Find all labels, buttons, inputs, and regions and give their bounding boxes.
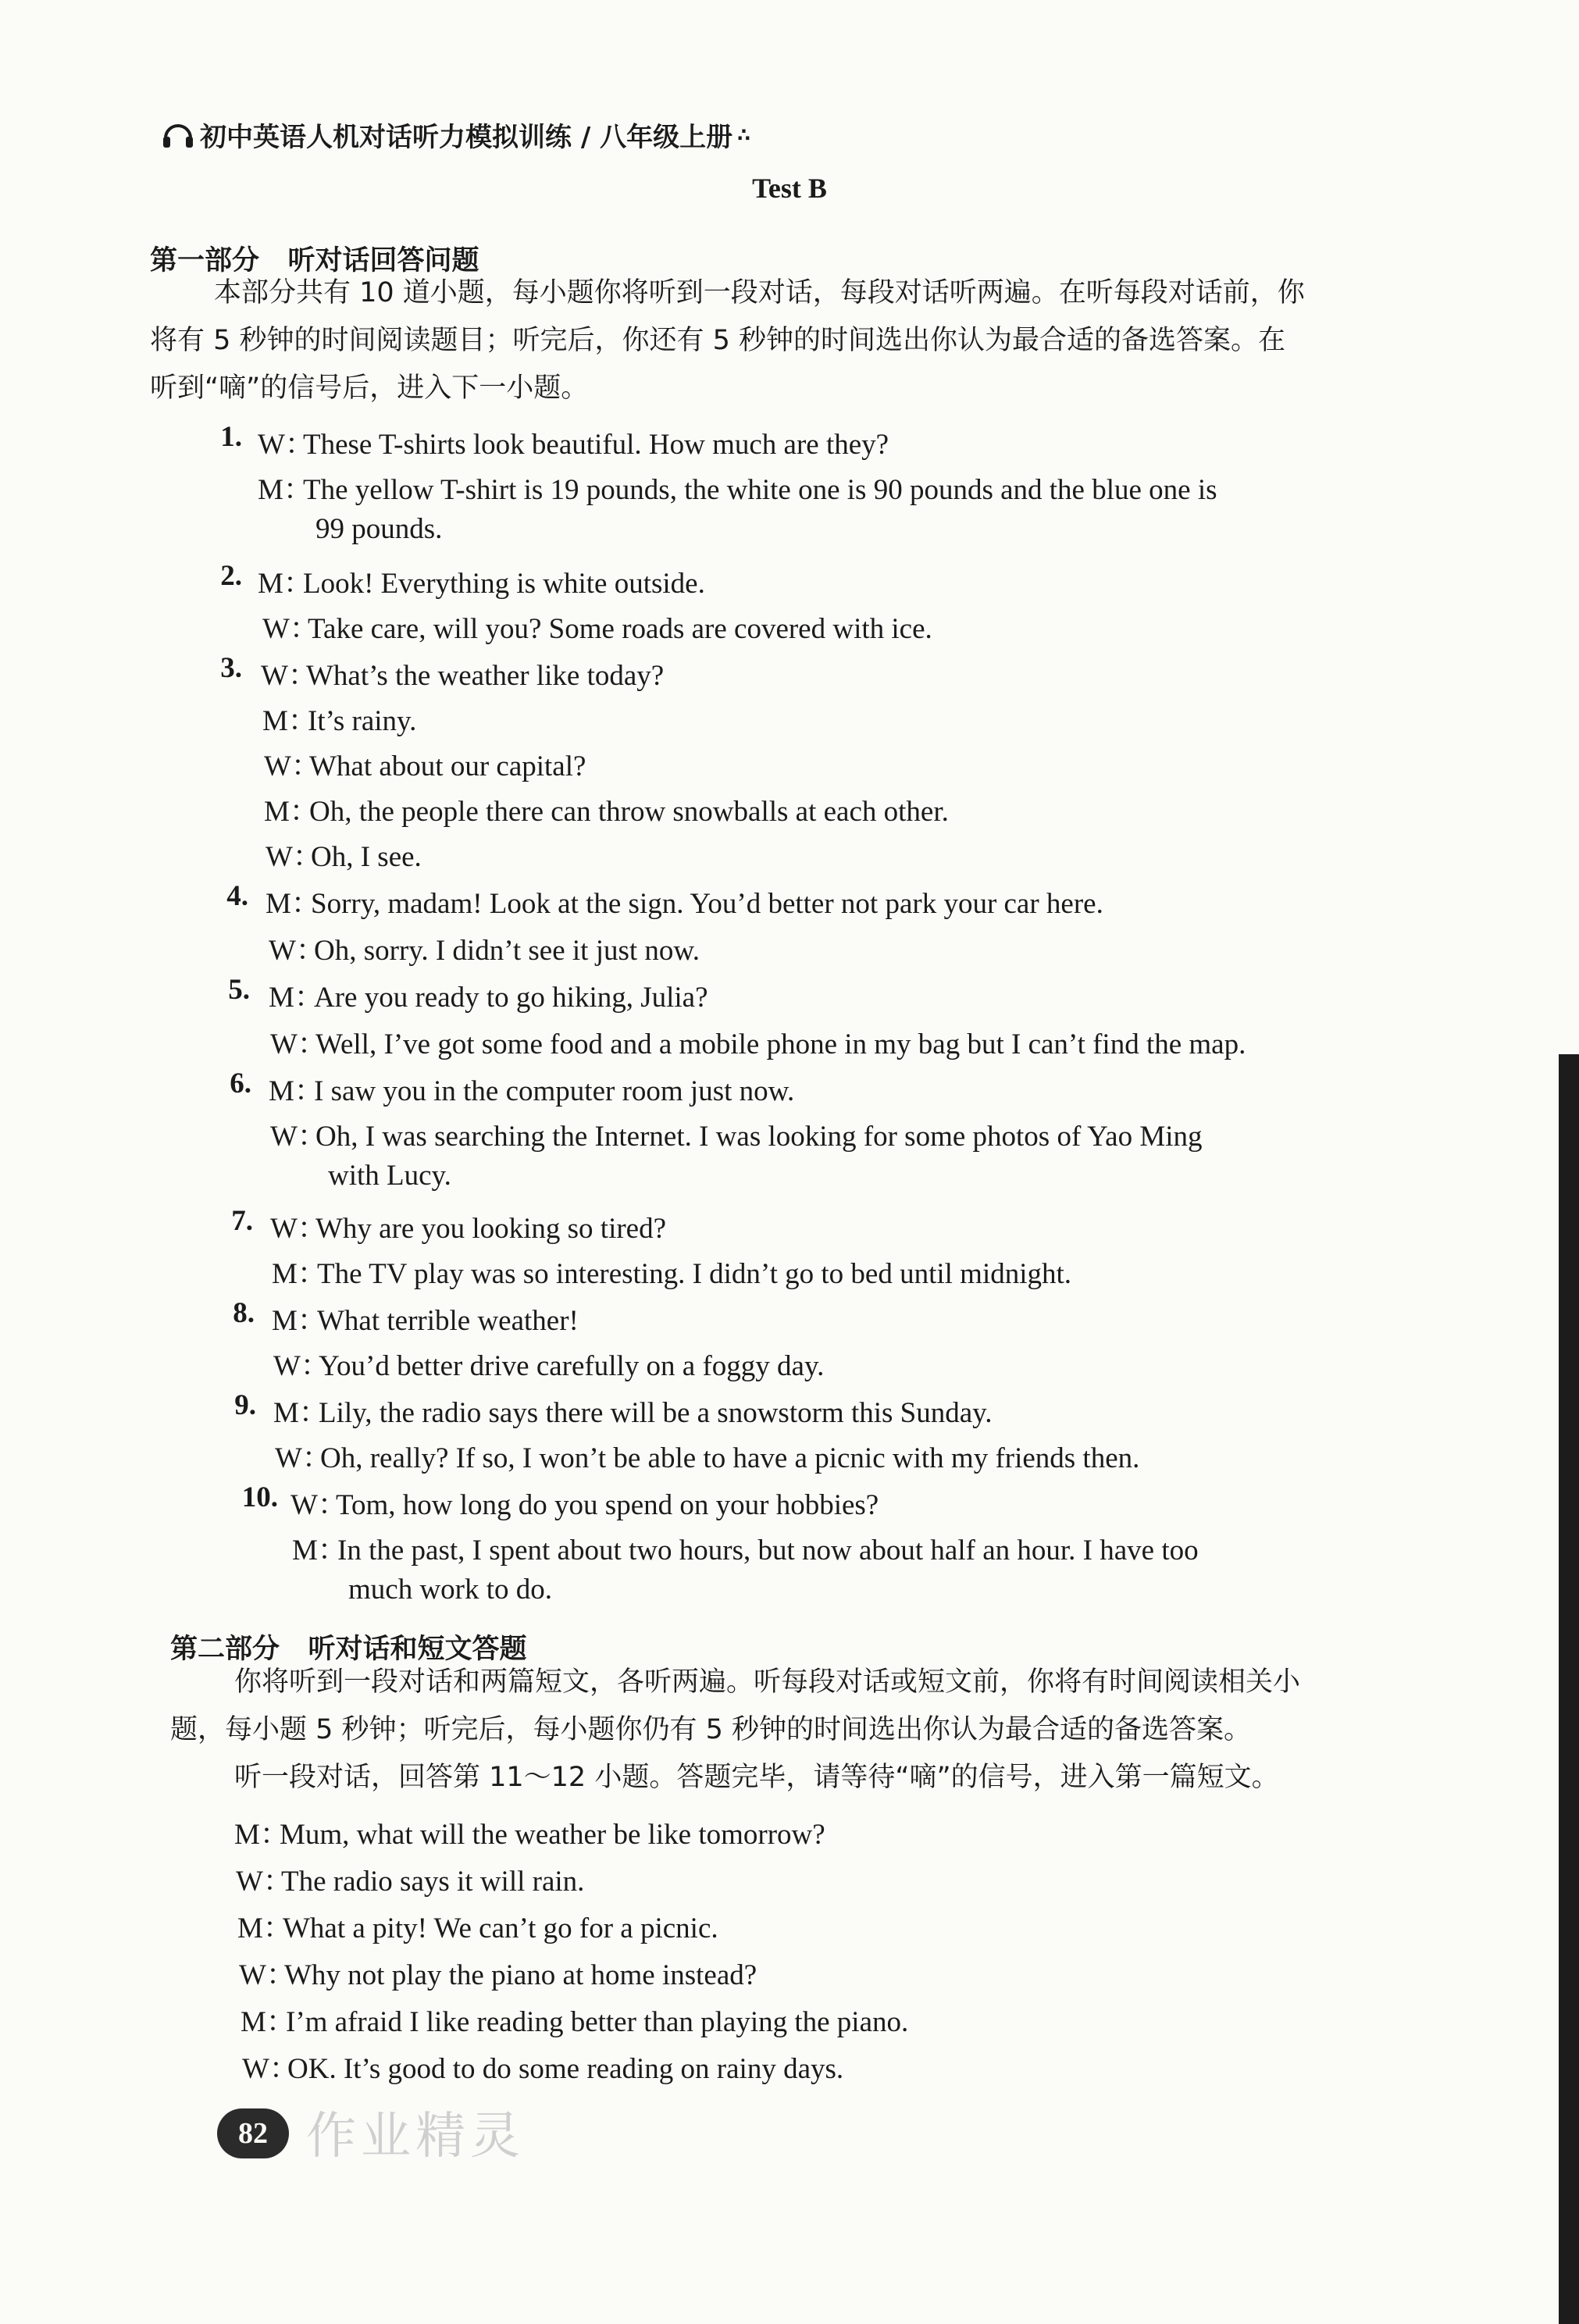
instruction-line: 听一段对话，回答第 11～12 小题。答题完毕，请等待“嘀”的信号，进入第一篇短文。 bbox=[234, 1762, 1279, 1793]
item-number: 1. bbox=[220, 421, 242, 453]
test-title: Test B bbox=[752, 173, 827, 204]
utterance: Sorry, madam! Look at the sign. You’d better not park your car here. bbox=[311, 888, 1103, 920]
page-number: 82 bbox=[217, 2108, 289, 2158]
speaker: W： bbox=[266, 841, 322, 873]
speaker: M： bbox=[269, 1075, 323, 1107]
speaker: W： bbox=[290, 1489, 347, 1521]
instruction-line: 题，每小题 5 秒钟；听完后，每小题你仍有 5 秒钟的时间选出你认为最合适的备选答案。 bbox=[170, 1714, 1252, 1745]
speaker: W： bbox=[258, 429, 314, 461]
speaker: W： bbox=[275, 1442, 331, 1474]
instruction-line: 听到“嘀”的信号后，进入下一小题。 bbox=[150, 372, 589, 404]
dialogue-line bbox=[266, 832, 422, 875]
speaker: M： bbox=[234, 1819, 289, 1851]
speaker: W： bbox=[270, 1121, 326, 1153]
utterance: Mum, what will the weather be like tomorrow? bbox=[280, 1819, 825, 1851]
item-number: 5. bbox=[228, 974, 250, 1006]
speaker: W： bbox=[261, 660, 317, 692]
speaker: M： bbox=[292, 1534, 347, 1567]
item-number: 8. bbox=[233, 1297, 255, 1329]
utterance: Why are you looking so tired? bbox=[315, 1213, 667, 1245]
part2-instructions bbox=[170, 1659, 1451, 1802]
speaker: M： bbox=[272, 1258, 326, 1290]
speaker: M： bbox=[266, 888, 320, 920]
utterance: The yellow T-shirt is 19 pounds, the white one is 90 pounds and the blue one is bbox=[303, 474, 1217, 506]
speaker: M： bbox=[237, 1912, 292, 1944]
item-number: 2. bbox=[220, 560, 242, 592]
dialogue-line bbox=[258, 420, 889, 462]
speaker: W： bbox=[242, 2053, 298, 2085]
utterance: Oh, I see. bbox=[311, 841, 422, 873]
dialogue-line bbox=[236, 1857, 584, 1899]
part2-heading: 第二部分 听对话和短文答题 bbox=[170, 1634, 527, 1665]
utterance: Oh, sorry. I didn’t see it just now. bbox=[314, 935, 700, 967]
instruction-line: 你将听到一段对话和两篇短文，各听两遍。听每段对话或短文前，你将有时间阅读相关小 bbox=[234, 1666, 1301, 1698]
utterance-continued: much work to do. bbox=[348, 1574, 553, 1606]
dialogue-line bbox=[270, 1112, 1203, 1154]
dialogue-line bbox=[241, 1998, 908, 2040]
item-number: 3. bbox=[220, 652, 242, 684]
utterance-continued: with Lucy. bbox=[328, 1160, 451, 1192]
dialogue-line bbox=[237, 1904, 718, 1946]
utterance-continued: 99 pounds. bbox=[315, 513, 443, 545]
dialogue-line bbox=[258, 465, 1217, 508]
utterance: What a pity! We can’t go for a picnic. bbox=[283, 1912, 718, 1944]
dialogue-line bbox=[269, 973, 708, 1015]
speaker: M： bbox=[258, 474, 312, 506]
dialogue-line bbox=[264, 742, 586, 784]
dialogue-line bbox=[273, 1388, 993, 1431]
utterance: Are you ready to go hiking, Julia? bbox=[314, 982, 708, 1014]
speaker: M： bbox=[273, 1397, 328, 1429]
dialogue-line bbox=[292, 1526, 1199, 1568]
utterance: These T-shirts look beautiful. How much are they? bbox=[303, 429, 889, 461]
dialogue-line bbox=[269, 926, 700, 968]
dialogue-line bbox=[262, 697, 416, 739]
dialogue-line bbox=[290, 1481, 879, 1523]
series-title: 初中英语人机对话听力模拟训练 / 八年级上册 bbox=[200, 122, 733, 153]
item-number: 7. bbox=[231, 1205, 253, 1237]
dialogue-line bbox=[269, 1067, 794, 1109]
speaker: M： bbox=[262, 705, 317, 737]
utterance: It’s rainy. bbox=[308, 705, 417, 737]
watermark: 作业精灵 bbox=[306, 2108, 525, 2165]
dialogue-line bbox=[272, 1249, 1071, 1292]
speaker: M： bbox=[264, 796, 319, 828]
speaker: M： bbox=[269, 982, 323, 1014]
series-header bbox=[161, 116, 750, 154]
dialogue-line bbox=[266, 879, 1103, 921]
utterance: OK. It’s good to do some reading on rainy days. bbox=[287, 2053, 844, 2085]
utterance: You’d better drive carefully on a foggy day. bbox=[319, 1350, 825, 1382]
speaker: M： bbox=[258, 568, 312, 600]
part1-instructions bbox=[150, 269, 1431, 412]
dialogue-line bbox=[242, 2044, 843, 2087]
speaker: W： bbox=[270, 1028, 326, 1060]
utterance: Oh, the people there can throw snowballs at each other. bbox=[309, 796, 949, 828]
utterance: What terrible weather! bbox=[317, 1305, 579, 1337]
speaker: M： bbox=[272, 1305, 326, 1337]
item-number: 9. bbox=[234, 1389, 256, 1421]
utterance: Well, I’ve got some food and a mobile phone in my bag but I can’t find the map. bbox=[315, 1028, 1246, 1060]
header-decoration: ∴ bbox=[737, 123, 750, 146]
utterance: I’m afraid I like reading better than playing the piano. bbox=[286, 2006, 909, 2038]
utterance: Oh, I was searching the Internet. I was looking for some photos of Yao Ming bbox=[315, 1121, 1203, 1153]
utterance: Why not play the piano at home instead? bbox=[284, 1959, 757, 1991]
utterance: Look! Everything is white outside. bbox=[303, 568, 705, 600]
utterance: Take care, will you? Some roads are covered with ice. bbox=[308, 613, 932, 645]
instruction-line: 将有 5 秒钟的时间阅读题目；听完后，你还有 5 秒钟的时间选出你认为最合适的备选答案。在 bbox=[150, 325, 1286, 356]
dialogue-line bbox=[264, 787, 949, 829]
scan-edge-shadow bbox=[1559, 1054, 1579, 2324]
speaker: W： bbox=[264, 750, 320, 782]
dialogue-line bbox=[273, 1342, 824, 1384]
dialogue-line bbox=[239, 1951, 757, 1993]
utterance: The TV play was so interesting. I didn’t go to bed until midnight. bbox=[317, 1258, 1072, 1290]
utterance: Oh, really? If so, I won’t be able to have a picnic with my friends then. bbox=[320, 1442, 1140, 1474]
utterance: What’s the weather like today? bbox=[306, 660, 665, 692]
dialogue-line bbox=[270, 1204, 666, 1246]
dialogue-line bbox=[258, 559, 705, 601]
dialogue-line bbox=[270, 1020, 1246, 1062]
speaker: W： bbox=[262, 613, 319, 645]
utterance: I saw you in the computer room just now. bbox=[314, 1075, 795, 1107]
speaker: W： bbox=[273, 1350, 330, 1382]
headphones-icon bbox=[161, 118, 195, 152]
dialogue-line bbox=[275, 1434, 1139, 1476]
speaker: W： bbox=[236, 1866, 292, 1898]
utterance: Lily, the radio says there will be a snowstorm this Sunday. bbox=[319, 1397, 993, 1429]
dialogue-line bbox=[261, 651, 664, 693]
dialogue-line bbox=[262, 604, 932, 647]
speaker: W： bbox=[269, 935, 325, 967]
utterance: In the past, I spent about two hours, but now about half an hour. I have too bbox=[337, 1534, 1199, 1567]
speaker: M： bbox=[241, 2006, 295, 2038]
dialogue-line bbox=[234, 1810, 825, 1852]
item-number: 6. bbox=[230, 1068, 251, 1100]
dialogue-line bbox=[272, 1296, 579, 1338]
item-number: 4. bbox=[226, 880, 248, 912]
item-number: 10. bbox=[241, 1481, 278, 1513]
utterance: The radio says it will rain. bbox=[281, 1866, 585, 1898]
utterance: Tom, how long do you spend on your hobbies? bbox=[336, 1489, 879, 1521]
speaker: W： bbox=[270, 1213, 326, 1245]
instruction-line: 本部分共有 10 道小题，每小题你将听到一段对话，每段对话听两遍。在听每段对话前，你 bbox=[214, 277, 1305, 308]
utterance: What about our capital? bbox=[309, 750, 586, 782]
part1-heading: 第一部分 听对话回答问题 bbox=[150, 245, 479, 276]
speaker: W： bbox=[239, 1959, 295, 1991]
